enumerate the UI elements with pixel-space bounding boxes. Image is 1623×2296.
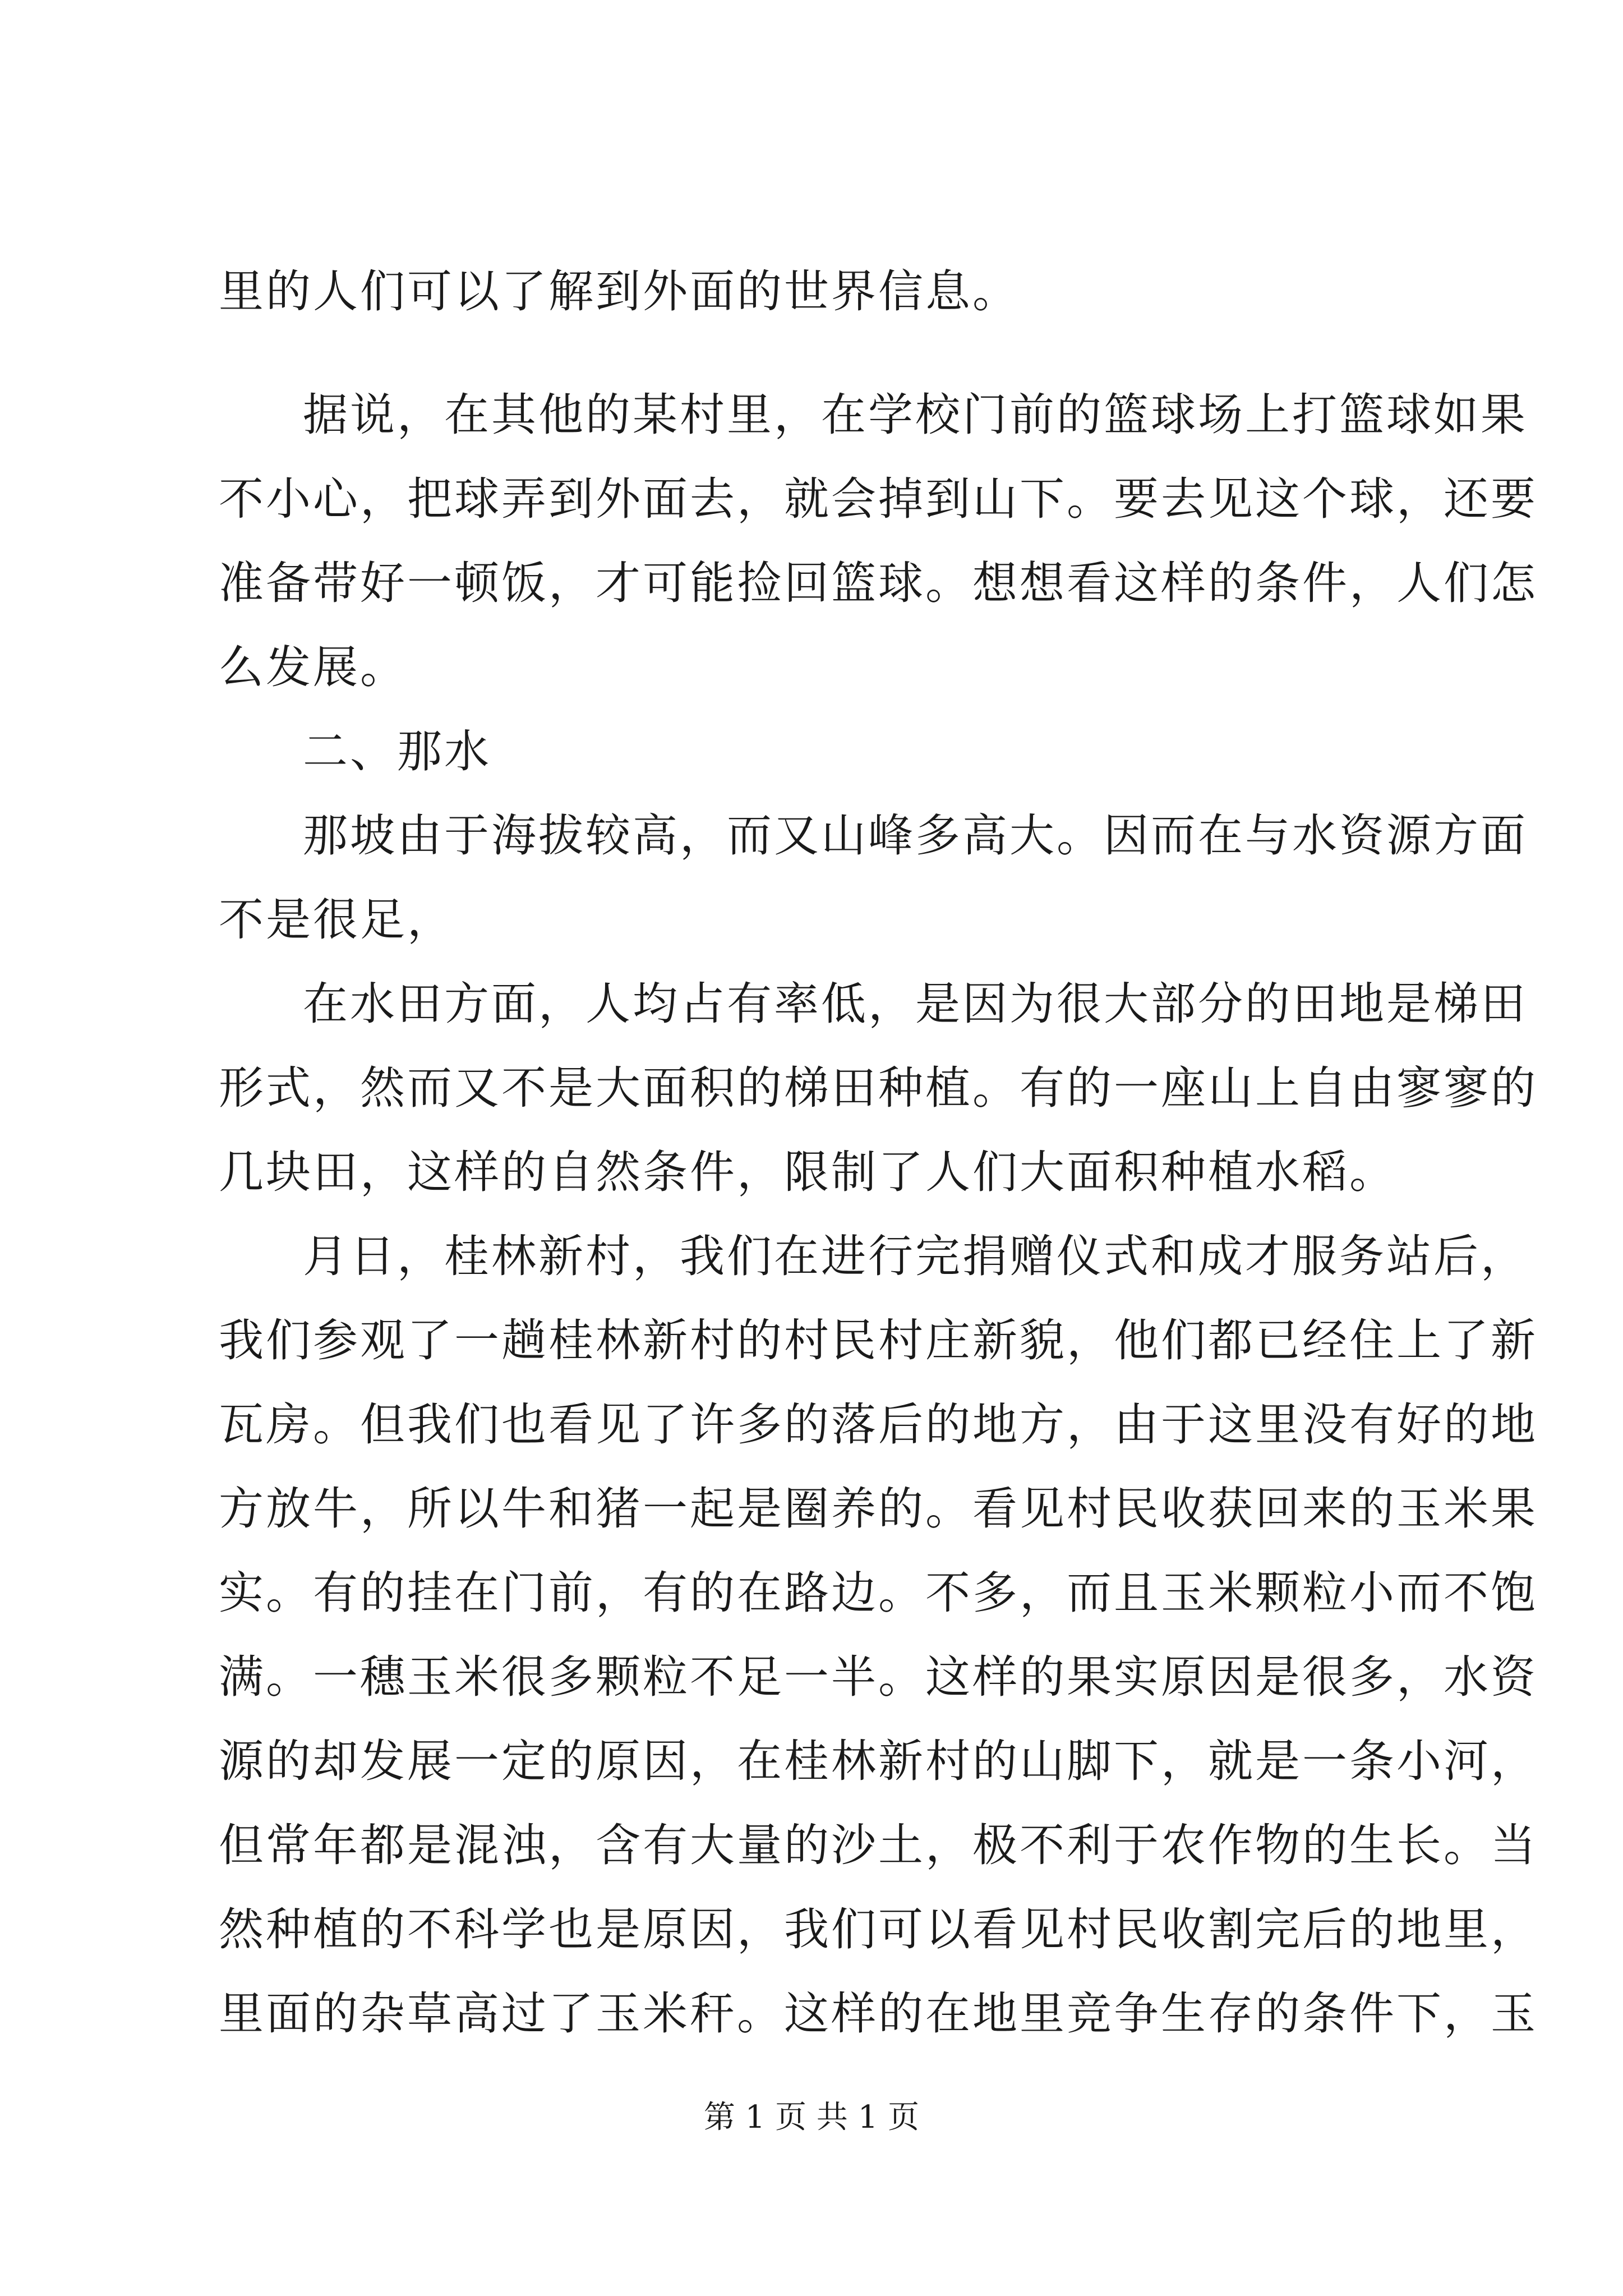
text-line: 源的却发展一定的原因，在桂林新村的山脚下，就是一条小河， <box>219 1735 1538 1787</box>
text-line: 方放牛，所以牛和猪一起是圈养的。看见村民收获回来的玉米果 <box>219 1483 1538 1535</box>
text-line: 那坡由于海拔较高，而又山峰多高大。因而在与水资源方面 <box>303 809 1528 862</box>
text-line: 不小心，把球弄到外面去，就会掉到山下。要去见这个球，还要 <box>219 473 1538 525</box>
text-line: 在水田方面，人均占有率低，是因为很大部分的田地是梯田 <box>303 978 1528 1030</box>
text-line: 几块田，这样的自然条件，限制了人们大面积种植水稻。 <box>219 1146 1396 1198</box>
text-line: 不是很足， <box>219 894 454 946</box>
section-heading: 二、那水 <box>303 725 491 777</box>
text-line: 实。有的挂在门前，有的在路边。不多，而且玉米颗粒小而不饱 <box>219 1567 1538 1619</box>
text-line: 月日，桂林新村，我们在进行完捐赠仪式和成才服务站后， <box>303 1230 1528 1282</box>
text-line: 我们参观了一趟桂林新村的村民村庄新貌，他们都已经住上了新 <box>219 1314 1538 1366</box>
text-line: 么发展。 <box>219 641 407 693</box>
text-line: 然种植的不科学也是原因，我们可以看见村民收割完后的地里， <box>219 1903 1538 1955</box>
text-line: 里的人们可以了解到外面的世界信息。 <box>219 265 1020 318</box>
text-line: 里面的杂草高过了玉米秆。这样的在地里竞争生存的条件下，玉 <box>219 1987 1538 2040</box>
text-line: 满。一穗玉米很多颗粒不足一半。这样的果实原因是很多，水资 <box>219 1651 1538 1703</box>
text-line: 瓦房。但我们也看见了许多的落后的地方，由于这里没有好的地 <box>219 1398 1538 1451</box>
text-line: 据说，在其他的某村里，在学校门前的篮球场上打篮球如果 <box>303 389 1528 441</box>
page-footer: 第 1 页 共 1 页 <box>703 2099 920 2136</box>
text-line: 但常年都是混浊，含有大量的沙土，极不利于农作物的生长。当 <box>219 1819 1538 1871</box>
text-line: 准备带好一顿饭，才可能捡回篮球。想想看这样的条件，人们怎 <box>219 557 1538 609</box>
text-line: 形式，然而又不是大面积的梯田种植。有的一座山上自由寥寥的 <box>219 1062 1538 1114</box>
